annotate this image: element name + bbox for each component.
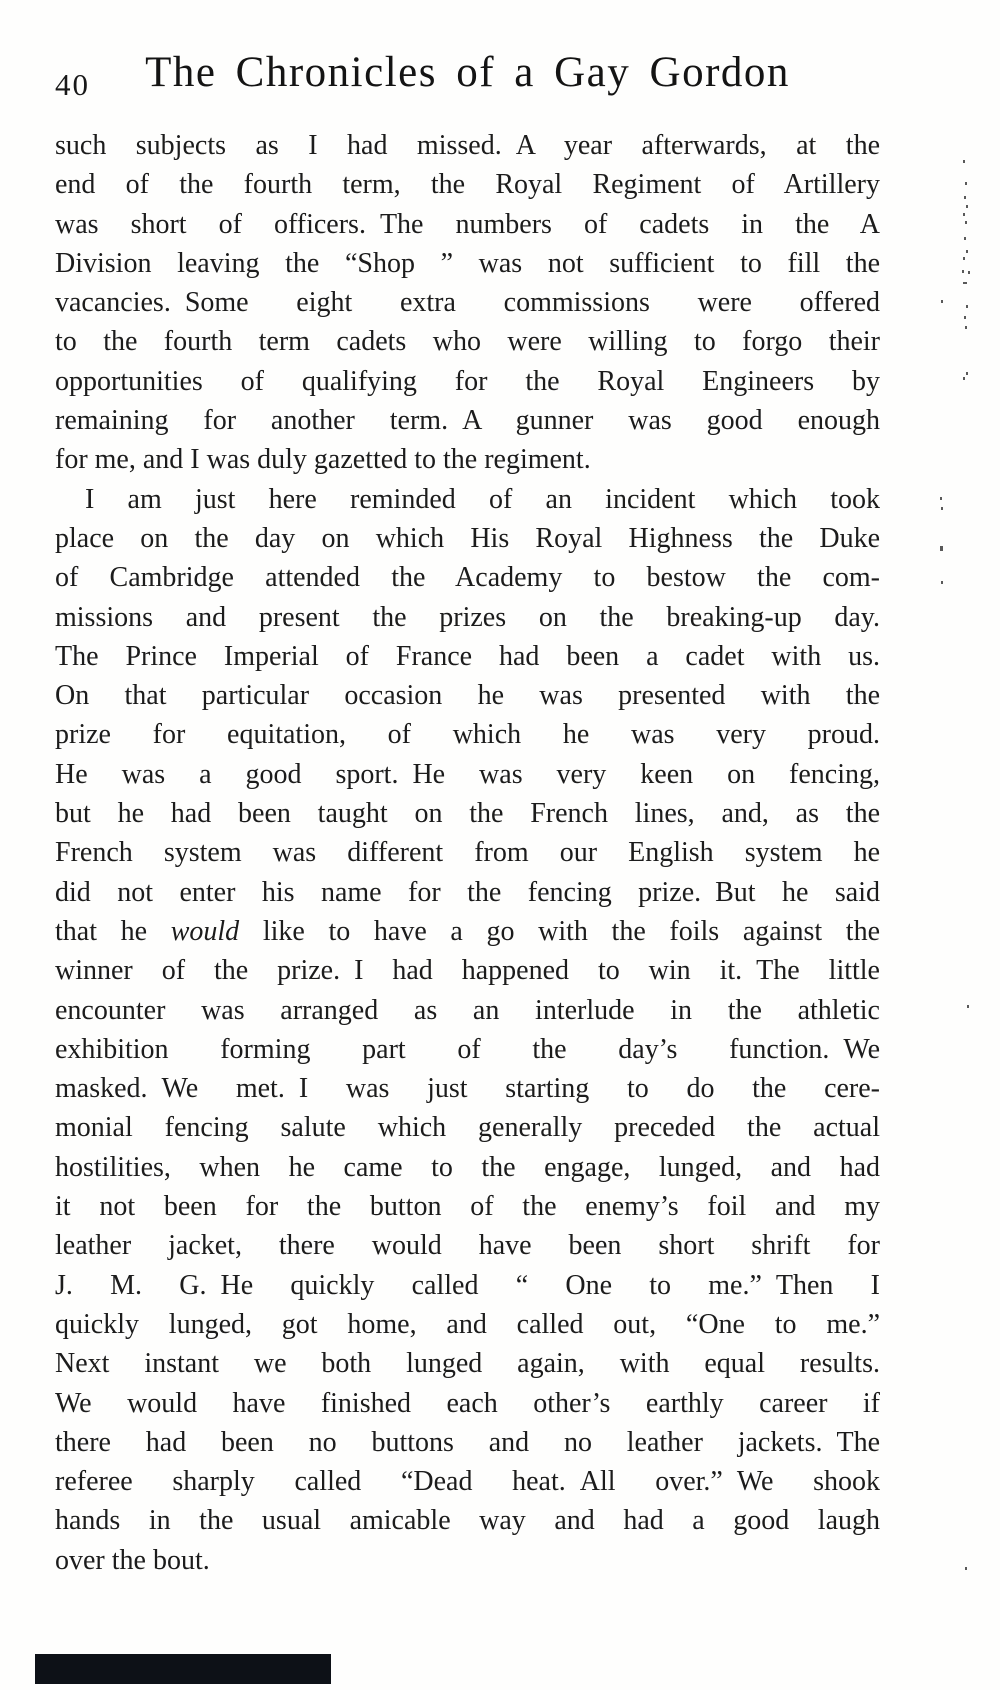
text-line: winner of the prize. I had happened to win it. The little <box>55 955 880 987</box>
paragraph <box>55 480 880 1580</box>
scan-speck <box>965 221 967 224</box>
scan-speck <box>940 497 942 500</box>
scan-speck <box>966 305 968 308</box>
scan-speck <box>963 160 965 163</box>
text-line: that he would like to have a go with the foils against the <box>55 915 880 947</box>
text-line: of Cambridge attended the Academy to bestow the com- <box>55 562 880 594</box>
text-line: J. M. G. He quickly called “ One to me.” Then I <box>55 1269 880 1301</box>
scan-speck <box>967 1005 969 1008</box>
running-title: The Chronicles of a Gay Gordon <box>145 49 790 96</box>
scan-speck <box>966 205 968 208</box>
scan-speck <box>962 270 964 273</box>
text-line: for me, and I was duly gazetted to the regiment. <box>55 444 591 476</box>
text-line: there had been no buttons and no leather jackets. The <box>55 1426 880 1458</box>
text-line: monial fencing salute which generally preceded the actual <box>55 1112 880 1144</box>
scan-speck <box>963 213 965 216</box>
text-line: remaining for another term. A gunner was good enough <box>55 405 880 437</box>
scan-speck <box>964 196 966 199</box>
text-line: French system was different from our English system he <box>55 837 880 869</box>
text-line: but he had been taught on the French lines, and, as the <box>55 798 880 830</box>
text-line: place on the day on which His Royal Highness the Duke <box>55 522 880 554</box>
scan-speck <box>966 372 968 375</box>
scan-speck <box>965 326 967 329</box>
text-line: end of the fourth term, the Royal Regiment of Artillery <box>55 169 880 201</box>
text-line: it not been for the button of the enemy’s foil and my <box>55 1191 880 1223</box>
text-line: quickly lunged, got home, and called out, “One to me.” <box>55 1308 880 1340</box>
text-line: opportunities of qualifying for the Royal Engineers by <box>55 365 880 397</box>
text-line: missions and present the prizes on the breaking-up day. <box>55 601 880 633</box>
scan-speck <box>941 507 943 510</box>
page-body <box>55 126 880 1580</box>
text-line: On that particular occasion he was presented with the <box>55 680 880 712</box>
page-header <box>55 48 880 110</box>
paragraph <box>55 126 880 480</box>
scan-speck <box>941 300 943 303</box>
scan-speck <box>964 316 966 319</box>
scan-speck <box>964 237 966 240</box>
text-line: We would have finished each other’s earthly career if <box>55 1387 880 1419</box>
scan-speck <box>966 250 968 253</box>
scan-speck <box>941 581 943 584</box>
text-line: did not enter his name for the fencing prize. But he said <box>55 876 880 908</box>
text-line: He was a good sport. He was very keen on fencing, <box>55 758 880 790</box>
text-line: The Prince Imperial of France had been a cadet with us. <box>55 640 880 672</box>
text-line: exhibition forming part of the day’s function. We <box>55 1033 880 1065</box>
text-line: leather jacket, there would have been short shrift for <box>55 1230 880 1262</box>
scan-speck <box>963 377 965 380</box>
text-line: to the fourth term cadets who were willing to forgo their <box>55 326 880 358</box>
page-number: 40 <box>55 67 90 102</box>
text-line: hands in the usual amicable way and had a good laugh <box>55 1505 880 1537</box>
scan-artifact-bar <box>35 1654 331 1684</box>
text-line: I am just here reminded of an incident which took <box>85 483 880 515</box>
text-line: hostilities, when he came to the engage, lunged, and had <box>55 1151 880 1183</box>
text-line: encounter was arranged as an interlude in the athletic <box>55 994 880 1026</box>
scan-speck <box>965 1567 967 1570</box>
text-line: over the bout. <box>55 1544 210 1576</box>
text-line: masked. We met. I was just starting to do the cere- <box>55 1073 880 1105</box>
scan-speck <box>968 271 970 274</box>
text-line: Next instant we both lunged again, with equal results. <box>55 1348 880 1380</box>
text-line: referee sharply called “Dead heat. All over.” We shook <box>55 1466 880 1498</box>
text-line: vacancies. Some eight extra commissions were offered <box>55 287 880 319</box>
text-line: such subjects as I had missed. A year afterwards, at the <box>55 130 880 161</box>
text-line: prize for equitation, of which he was very proud. <box>55 719 880 751</box>
text-line: was short of officers. The numbers of cadets in the A <box>55 208 880 240</box>
scan-speck <box>940 546 943 551</box>
scan-speck <box>963 257 965 260</box>
scan-speck <box>965 182 967 185</box>
text-line: Division leaving the “Shop ” was not sufficient to fill the <box>55 247 880 279</box>
scan-speck <box>963 282 967 284</box>
